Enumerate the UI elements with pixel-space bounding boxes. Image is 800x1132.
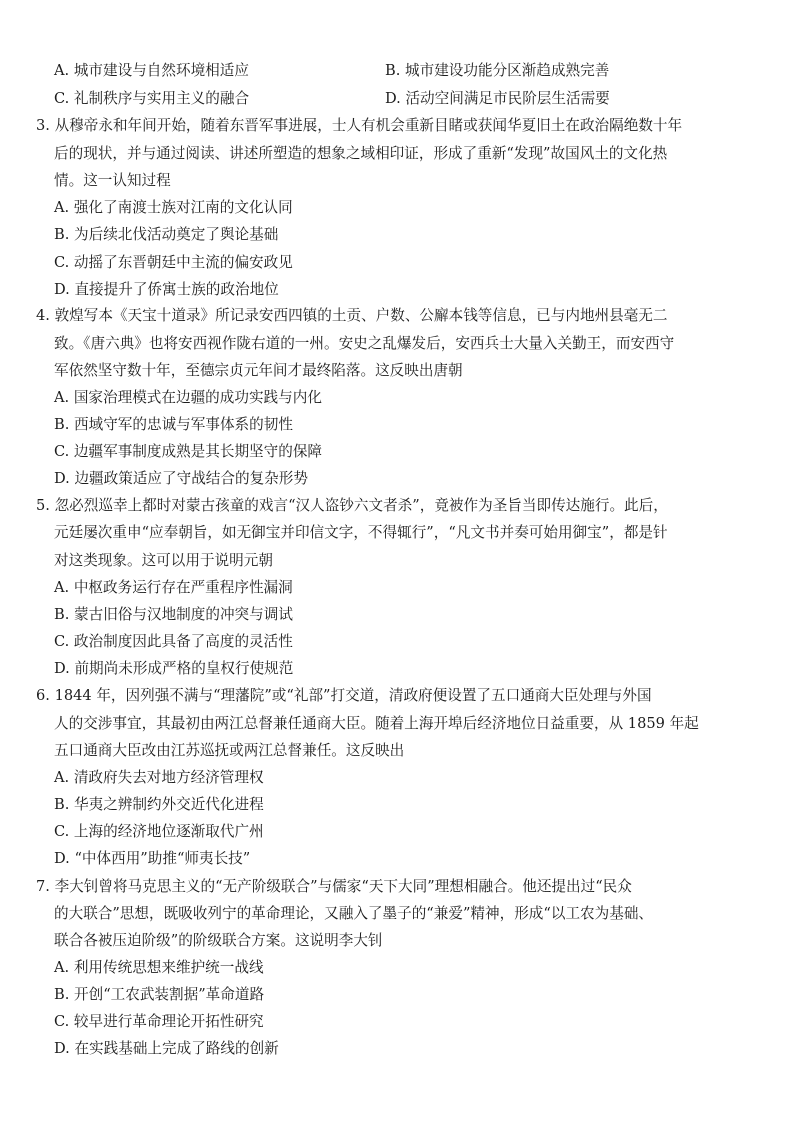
q3-stem-line-1: 3. 从穆帝永和年间开始，随着东晋军事进展，士人有机会重新目睹或获闻华夏旧土在政治隔绝数十年 <box>36 117 683 134</box>
q4-option-d: D. 边疆政策适应了守战结合的复杂形势 <box>54 470 308 487</box>
q6-stem-line-2: 人的交涉事宜，其最初由两江总督兼任通商大臣。随着上海开埠后经济地位日益重要，从 1859 年起 <box>54 715 699 732</box>
q5-option-c: C. 政治制度因此具备了高度的灵活性 <box>54 633 293 650</box>
q4-stem-line-3: 军依然坚守数十年，至德宗贞元年间才最终陷落。这反映出唐朝 <box>54 362 463 379</box>
q6-stem-line-3: 五口通商大臣改由江苏巡抚或两江总督兼任。这反映出 <box>54 742 405 759</box>
q3-option-b: B. 为后续北伐活动奠定了舆论基础 <box>54 226 279 243</box>
q3-option-c: C. 动摇了东晋朝廷中主流的偏安政见 <box>54 254 293 271</box>
q5-stem-line-3: 对这类现象。这可以用于说明元朝 <box>54 552 273 569</box>
q3-stem-line-2: 后的现状，并与通过阅读、讲述所塑造的想象之域相印证，形成了重新“发现”故国风土的文化热 <box>54 145 668 162</box>
q6-option-c: C. 上海的经济地位逐渐取代广州 <box>54 823 264 840</box>
q3-stem-line-3: 情。这一认知过程 <box>54 172 171 189</box>
q5-stem-line-1: 5. 忽必烈巡幸上都时对蒙古孩童的戏言“汉人盗钞六文者杀”，竟被作为圣旨当即传达施行。此后， <box>36 497 668 514</box>
q3-option-d: D. 直接提升了侨寓士族的政治地位 <box>54 281 279 298</box>
q4-option-c: C. 边疆军事制度成熟是其长期坚守的保障 <box>54 443 323 460</box>
q7-option-a: A. 利用传统思想来维护统一战线 <box>54 959 264 976</box>
q2-option-a: A. 城市建设与自然环境相适应 <box>54 62 249 79</box>
q5-option-a: A. 中枢政务运行存在严重程序性漏洞 <box>54 579 293 596</box>
q3-option-a: A. 强化了南渡士族对江南的文化认同 <box>54 199 293 216</box>
q7-stem-line-3: 联合各被压迫阶级”的阶级联合方案。这说明李大钊 <box>54 932 383 949</box>
q7-option-b: B. 开创“工农武装割据”革命道路 <box>54 986 265 1003</box>
q6-option-d: D. “中体西用”助推“师夷长技” <box>54 850 251 867</box>
q7-stem-line-2: 的大联合”思想，既吸收列宁的革命理论，又融入了墨子的“兼爱”精神，形成“以工农为基础、 <box>54 905 654 922</box>
q7-option-d: D. 在实践基础上完成了路线的创新 <box>54 1040 279 1057</box>
q6-option-a: A. 清政府失去对地方经济管理权 <box>54 769 264 786</box>
q2-option-d: D. 活动空间满足市民阶层生活需要 <box>385 90 610 107</box>
q2-option-b: B. 城市建设功能分区渐趋成熟完善 <box>385 62 610 79</box>
q5-option-b: B. 蒙古旧俗与汉地制度的冲突与调试 <box>54 606 293 623</box>
q4-stem-line-2: 致。《唐六典》也将安西视作陇右道的一州。安史之乱爆发后，安西兵士大量入关勤王，而安西守 <box>54 335 675 352</box>
q6-option-b: B. 华夷之辨制约外交近代化进程 <box>54 796 264 813</box>
q4-option-b: B. 西域守军的忠诚与军事体系的韧性 <box>54 416 293 433</box>
q4-option-a: A. 国家治理模式在边疆的成功实践与内化 <box>54 389 322 406</box>
q5-stem-line-2: 元廷屡次重申“应奉朝旨，如无御宝并印信文字，不得辄行”，“凡文书并奏可始用御宝”，都是针 <box>54 524 668 541</box>
q7-option-c: C. 较早进行革命理论开拓性研究 <box>54 1013 264 1030</box>
q5-option-d: D. 前期尚未形成严格的皇权行使规范 <box>54 660 294 677</box>
q2-option-c: C. 礼制秩序与实用主义的融合 <box>54 90 250 107</box>
q7-stem-line-1: 7. 李大钊曾将马克思主义的“无产阶级联合”与儒家“天下大同”理想相融合。他还提出过“民众 <box>36 878 632 895</box>
q4-stem-line-1: 4. 敦煌写本《天宝十道录》所记录安西四镇的土贡、户数、公廨本钱等信息，已与内地州县毫无二 <box>36 307 668 324</box>
q6-stem-line-1: 6. 1844 年，因列强不满与“理藩院”或“礼部”打交道，清政府便设置了五口通商大臣处理与外国 <box>36 687 652 704</box>
